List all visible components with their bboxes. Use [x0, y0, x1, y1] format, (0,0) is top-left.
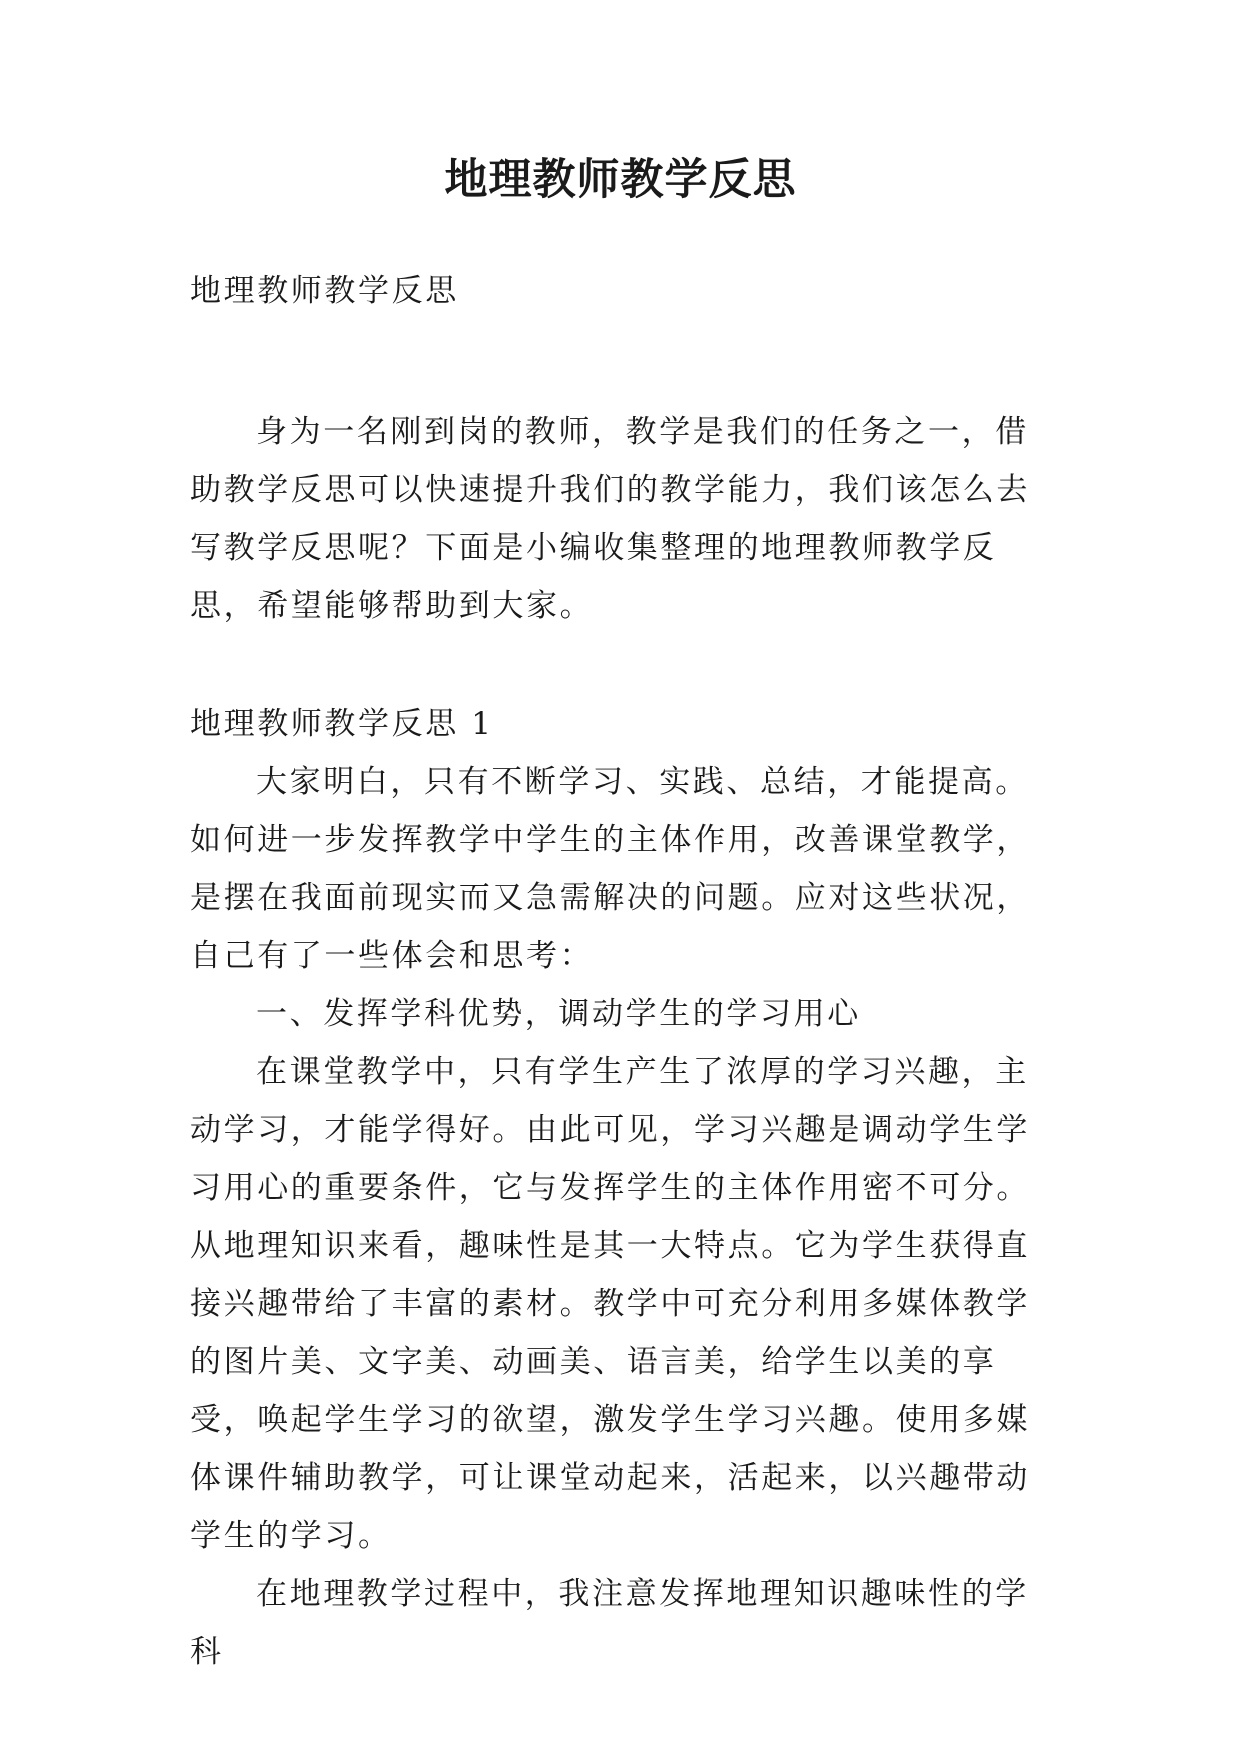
section-heading — [190, 695, 1052, 753]
intro-text: 身为一名刚到岗的教师，教学是我们的任务之一，借助教学反思可以快速提升我们的教学能力，我们该怎么去写教学反思呢？下面是小编收集整理的地理教师教学反思，希望能够帮助到大家。 — [190, 414, 1030, 624]
section-paragraph: 大家明白，只有不断学习、实践、总结，才能提高。如何进一步发挥教学中学生的主体作用，改善课堂教学，是摆在我面前现实而又急需解决的问题。应对这些状况，自己有了一些体会和思考： — [190, 764, 1030, 974]
section-paragraph: 在课堂教学中，只有学生产生了浓厚的学习兴趣，主动学习，才能学得好。由此可见，学习兴趣是调动学生学习用心的重要条件，它与发挥学生的主体作用密不可分。从地理知识来看，趣味性是其一大特点。它为学生获得直接兴趣带给了丰富的素材。教学中可充分利用多媒体教学的图片美、文字美、动画美、语言美，给学生以美的享受，唤起学生学习的欲望，激发学生学习兴趣。使用多媒体课件辅助教学，可让课堂动起来，活起来，以兴趣带动学生的学习。 — [190, 1054, 1030, 1554]
intro-paragraph — [190, 403, 1052, 635]
document-subtitle — [190, 262, 1052, 320]
section-paragraph: 在地理教学过程中，我注意发挥地理知识趣味性的学科 — [190, 1576, 1029, 1670]
document-title: 地理教师教学反思 — [444, 155, 797, 205]
section-heading-text: 地理教师教学反思 1 — [190, 706, 494, 742]
section-body — [190, 753, 1052, 1681]
section-subheading: 一、发挥学科优势，调动学生的学习用心 — [256, 996, 861, 1032]
subtitle-text: 地理教师教学反思 — [190, 273, 459, 309]
